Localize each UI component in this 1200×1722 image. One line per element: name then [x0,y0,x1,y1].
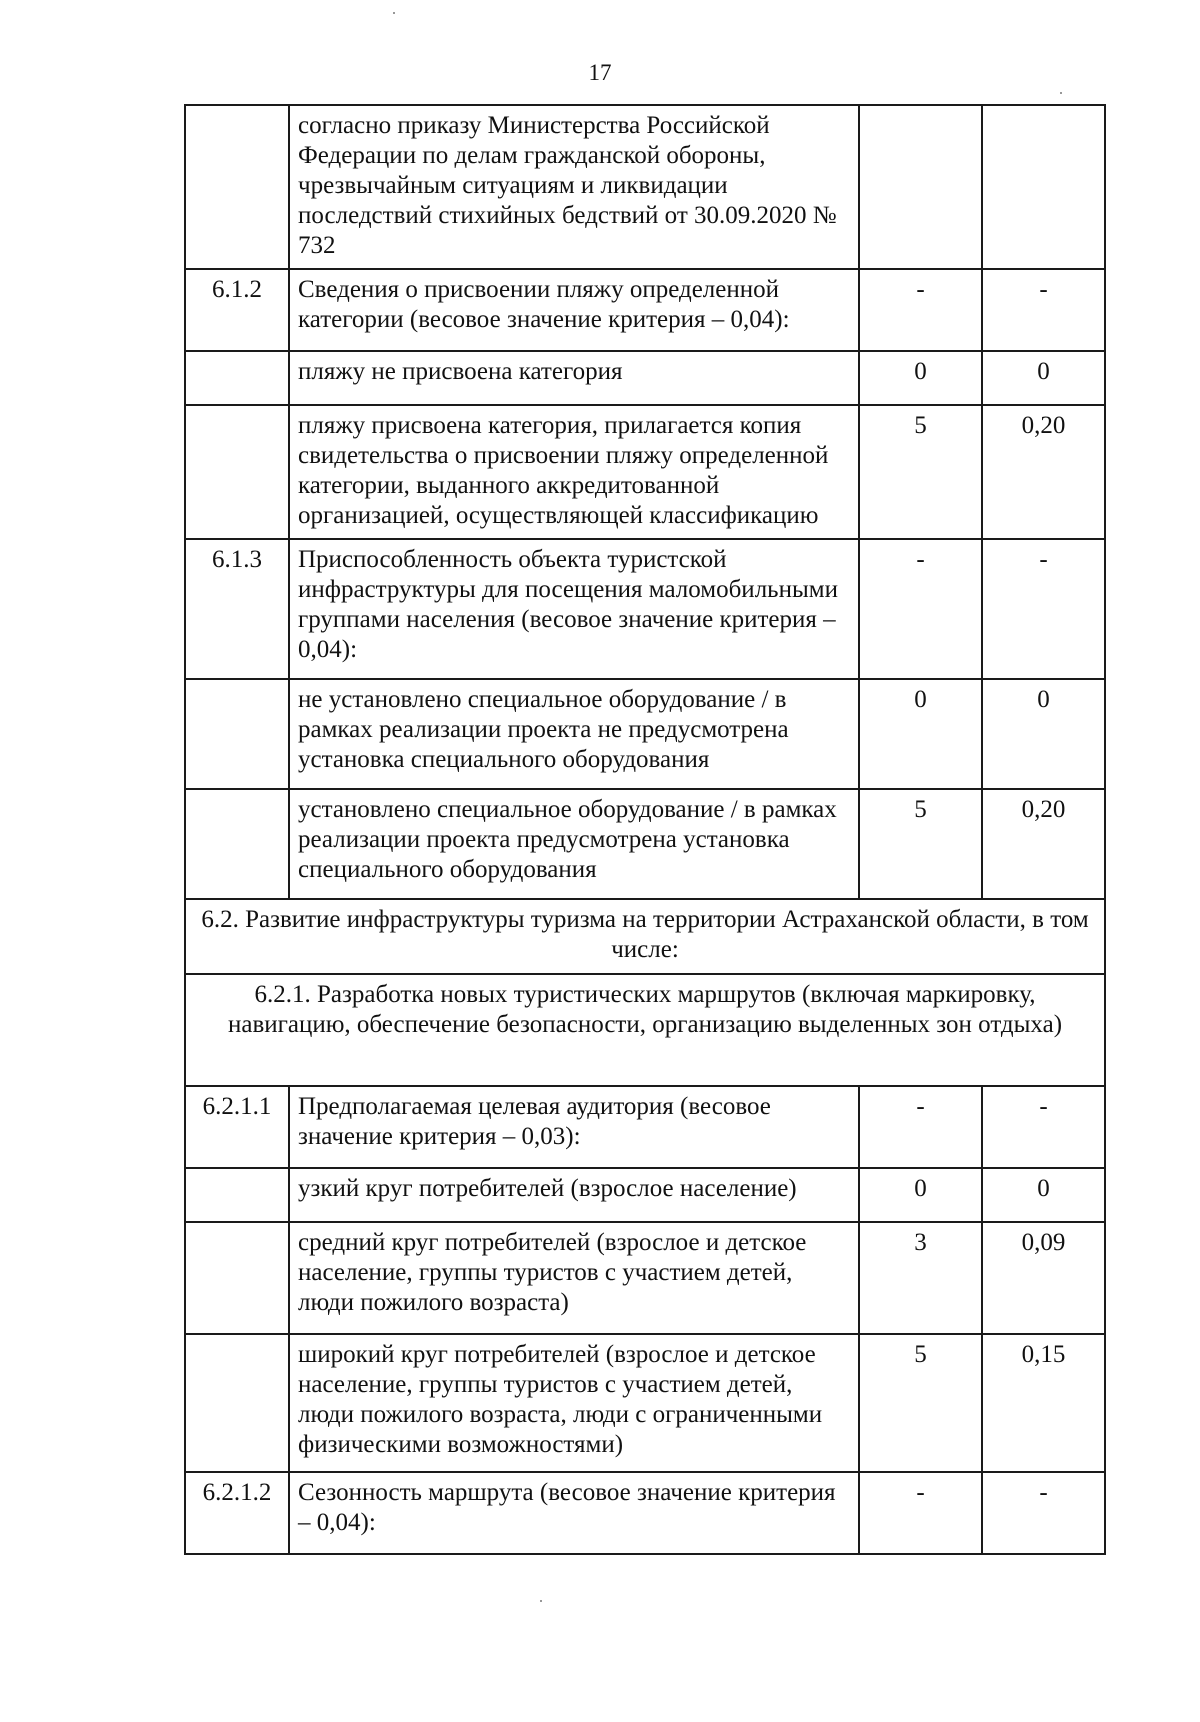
option-text: средний круг потребителей (взрослое и детское население, группы туристов с участием детей, люди пожилого возраста) [289,1222,859,1334]
section-heading: 6.2. Развитие инфраструктуры туризма на территории Астраханской области, в том числе: [185,899,1105,974]
page-number: 17 [588,60,612,85]
weight-cell: 0 [982,1168,1105,1222]
weight-cell: - [982,539,1105,679]
subsection-heading-row [185,974,1105,1086]
weight-cell: 0 [982,679,1105,789]
option-text: не установлено специальное оборудование / в рамках реализации проекта не предусмотрена установка специального оборудования [289,679,859,789]
weight-cell: - [982,1472,1105,1554]
criterion-text: Сезонность маршрута (весовое значение критерия – 0,04): [289,1472,859,1554]
weight-cell [982,105,1105,269]
table-row [185,789,1105,899]
score-cell: - [859,269,982,351]
option-text: пляжу не присвоена категория [289,351,859,405]
score-cell: 0 [859,351,982,405]
score-cell: 3 [859,1222,982,1334]
weight-cell: - [982,269,1105,351]
table-row [185,539,1105,679]
row-number-cell [185,1222,289,1334]
table-row [185,269,1105,351]
option-text: установлено специальное оборудование / в рамках реализации проекта предусмотрена установка специального оборудования [289,789,859,899]
score-cell: 5 [859,1334,982,1472]
row-number-cell [185,1334,289,1472]
weight-cell: 0,15 [982,1334,1105,1472]
row-number: 6.2.1.2 [185,1472,289,1554]
table-row [185,1222,1105,1334]
weight-cell: 0,09 [982,1222,1105,1334]
row-number-cell [185,789,289,899]
row-number-cell [185,405,289,539]
weight-cell: 0,20 [982,789,1105,899]
criterion-text: согласно приказу Министерства Российской Федерации по делам гражданской обороны, чрезвычайным ситуациям и ликвидации последствий стихийных бедствий от 30.09.2020 № 732 [289,105,859,269]
row-number-cell [185,351,289,405]
row-number-cell [185,105,289,269]
score-cell: - [859,1086,982,1168]
criteria-table [184,104,1106,1555]
option-text: пляжу присвоена категория, прилагается копия свидетельства о присвоении пляжу определенной категории, выданного аккредитованной организацией, осуществляющей классификацию [289,405,859,539]
option-text: узкий круг потребителей (взрослое население) [289,1168,859,1222]
score-cell: - [859,1472,982,1554]
weight-cell: 0,20 [982,405,1105,539]
score-cell: 0 [859,679,982,789]
row-number: 6.1.2 [185,269,289,351]
weight-cell: - [982,1086,1105,1168]
score-cell: - [859,539,982,679]
table-row [185,405,1105,539]
weight-cell: 0 [982,351,1105,405]
table-row [185,105,1105,269]
scan-speck [393,12,395,14]
criterion-text: Приспособленность объекта туристской инфраструктуры для посещения маломобильными группами населения (весовое значение критерия – 0,04): [289,539,859,679]
table-row [185,679,1105,789]
table-row [185,351,1105,405]
row-number-cell [185,1168,289,1222]
table-row [185,1168,1105,1222]
score-cell: 0 [859,1168,982,1222]
table-row [185,1086,1105,1168]
option-text: широкий круг потребителей (взрослое и детское население, группы туристов с участием детей, люди пожилого возраста, люди с ограниченными физическими возможностями) [289,1334,859,1472]
table-row [185,1472,1105,1554]
row-number: 6.1.3 [185,539,289,679]
score-cell [859,105,982,269]
criterion-text: Предполагаемая целевая аудитория (весовое значение критерия – 0,03): [289,1086,859,1168]
subsection-heading: 6.2.1. Разработка новых туристических маршрутов (включая маркировку, навигацию, обеспечение безопасности, организацию выделенных зон отдыха) [185,974,1105,1086]
row-number-cell [185,679,289,789]
scan-speck [1060,92,1062,94]
section-heading-row [185,899,1105,974]
table-row [185,1334,1105,1472]
scan-speck [540,1600,542,1602]
criterion-text: Сведения о присвоении пляжу определенной категории (весовое значение критерия – 0,04): [289,269,859,351]
row-number: 6.2.1.1 [185,1086,289,1168]
score-cell: 5 [859,789,982,899]
score-cell: 5 [859,405,982,539]
